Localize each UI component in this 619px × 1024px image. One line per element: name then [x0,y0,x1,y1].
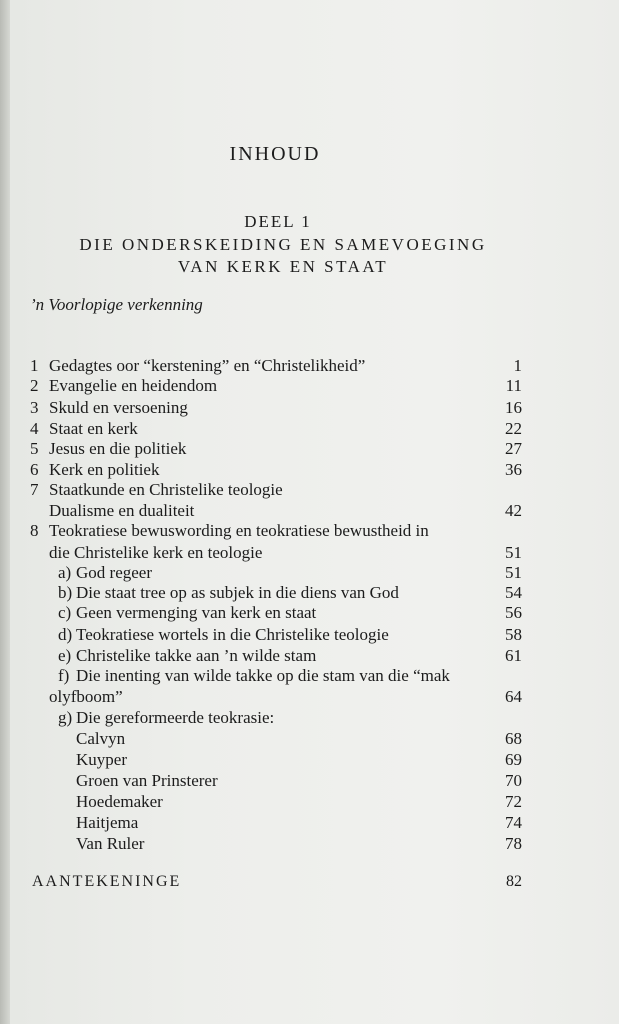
toc-title: Gedagtes oor “kerstening” en “Christelikheid” [49,356,366,375]
toc-row [10,665,619,686]
toc-title: Dualisme en dualiteit [49,501,195,520]
toc-number: 8 [30,521,39,540]
toc-number: 4 [30,419,39,438]
toc-row [10,520,619,541]
toc-row [10,749,619,770]
toc-title: Haitjema [76,813,139,832]
back-matter-page: 82 [506,873,522,890]
toc-title: Die gereformeerde teokrasie: [76,708,275,727]
toc-page-number: 74 [505,813,522,832]
toc-row [10,624,619,645]
toc-title: Groen van Prinsterer [76,771,218,790]
back-matter-label: AANTEKENINGE [32,873,182,890]
toc-title: Teokratiese wortels in die Christelike teologie [76,625,389,644]
toc-title: die Christelike kerk en teologie [49,543,263,562]
toc-page-number: 72 [505,792,522,811]
toc-page-number: 36 [505,460,522,479]
toc-title: Kerk en politiek [49,460,160,479]
toc-title: Calvyn [76,729,126,748]
toc-title: Van Ruler [76,834,145,853]
toc-page-number: 11 [505,376,522,395]
toc-row [10,438,619,459]
toc-row [10,833,619,854]
intro-heading: ’n Voorlopige verkenning [30,295,203,314]
toc-title: olyfboom” [49,687,123,706]
toc-row [10,355,619,376]
toc-number: 3 [30,398,39,417]
toc-title: Staatkunde en Christelike teologie [49,480,283,499]
toc-page-number: 70 [505,771,522,790]
toc-row [10,500,619,521]
toc-page-number: 56 [505,603,522,622]
toc-title: Die staat tree op as subjek in die diens van God [76,583,399,602]
toc-row [10,542,619,563]
toc-row [10,645,619,666]
toc-title: Teokratiese bewuswording en teokratiese bewustheid in [49,521,429,540]
toc-page-number: 69 [505,750,522,769]
toc-number: 1 [30,356,39,375]
toc-number: 5 [30,439,39,458]
toc-page-number: 61 [505,646,522,665]
toc-row [10,562,619,583]
toc-row [10,418,619,439]
page-title: INHOUD [229,143,321,165]
toc-row [10,812,619,833]
toc-page-number: 64 [505,687,522,706]
toc-number: g) [58,708,73,727]
toc-number: f) [58,666,70,685]
toc-page-number: 54 [505,583,522,602]
toc-number: 6 [30,460,39,479]
toc-title: Christelike takke aan ’n wilde stam [76,646,317,665]
toc-row [10,459,619,480]
toc-page-number: 22 [505,419,522,438]
toc-title: Evangelie en heidendom [49,376,218,395]
toc-row [10,770,619,791]
toc-page-number: 16 [505,398,522,417]
toc-row [10,728,619,749]
toc-title: Jesus en die politiek [49,439,187,458]
toc-title: Skuld en versoening [49,398,188,417]
toc-row [10,707,619,728]
toc-page-number: 78 [505,834,522,853]
toc-row [10,686,619,707]
toc-number: d) [58,625,73,644]
toc-title: Kuyper [76,750,127,769]
toc-number: b) [58,583,73,602]
part-label: DEEL 1 [244,212,312,231]
part-title-line-2: VAN KERK EN STAAT [177,257,389,276]
toc-number: 2 [30,376,39,395]
toc-row [10,397,619,418]
toc-page-number: 42 [505,501,522,520]
toc-row [10,602,619,623]
toc-number: c) [58,603,72,622]
toc-title: Geen vermenging van kerk en staat [76,603,317,622]
book-spine-shadow [0,0,10,1024]
toc-number: 7 [30,480,39,499]
toc-row [10,582,619,603]
toc-title: God regeer [76,563,152,582]
toc-title: Staat en kerk [49,419,138,438]
part-title-line-1: DIE ONDERSKEIDING EN SAMEVOEGING [79,235,487,254]
toc-number: a) [58,563,72,582]
toc-title: Hoedemaker [76,792,163,811]
toc-page-number: 51 [505,543,522,562]
toc-page-number: 1 [513,356,522,375]
toc-title: Die inenting van wilde takke op die stam van die “mak [76,666,450,685]
toc-row [10,791,619,812]
toc-row [10,479,619,500]
toc-number: e) [58,646,72,665]
toc-page-number: 68 [505,729,522,748]
toc-page-number: 51 [505,563,522,582]
book-page [10,0,619,1024]
toc-row [10,375,619,396]
toc-page-number: 58 [505,625,522,644]
toc-page-number: 27 [505,439,522,458]
